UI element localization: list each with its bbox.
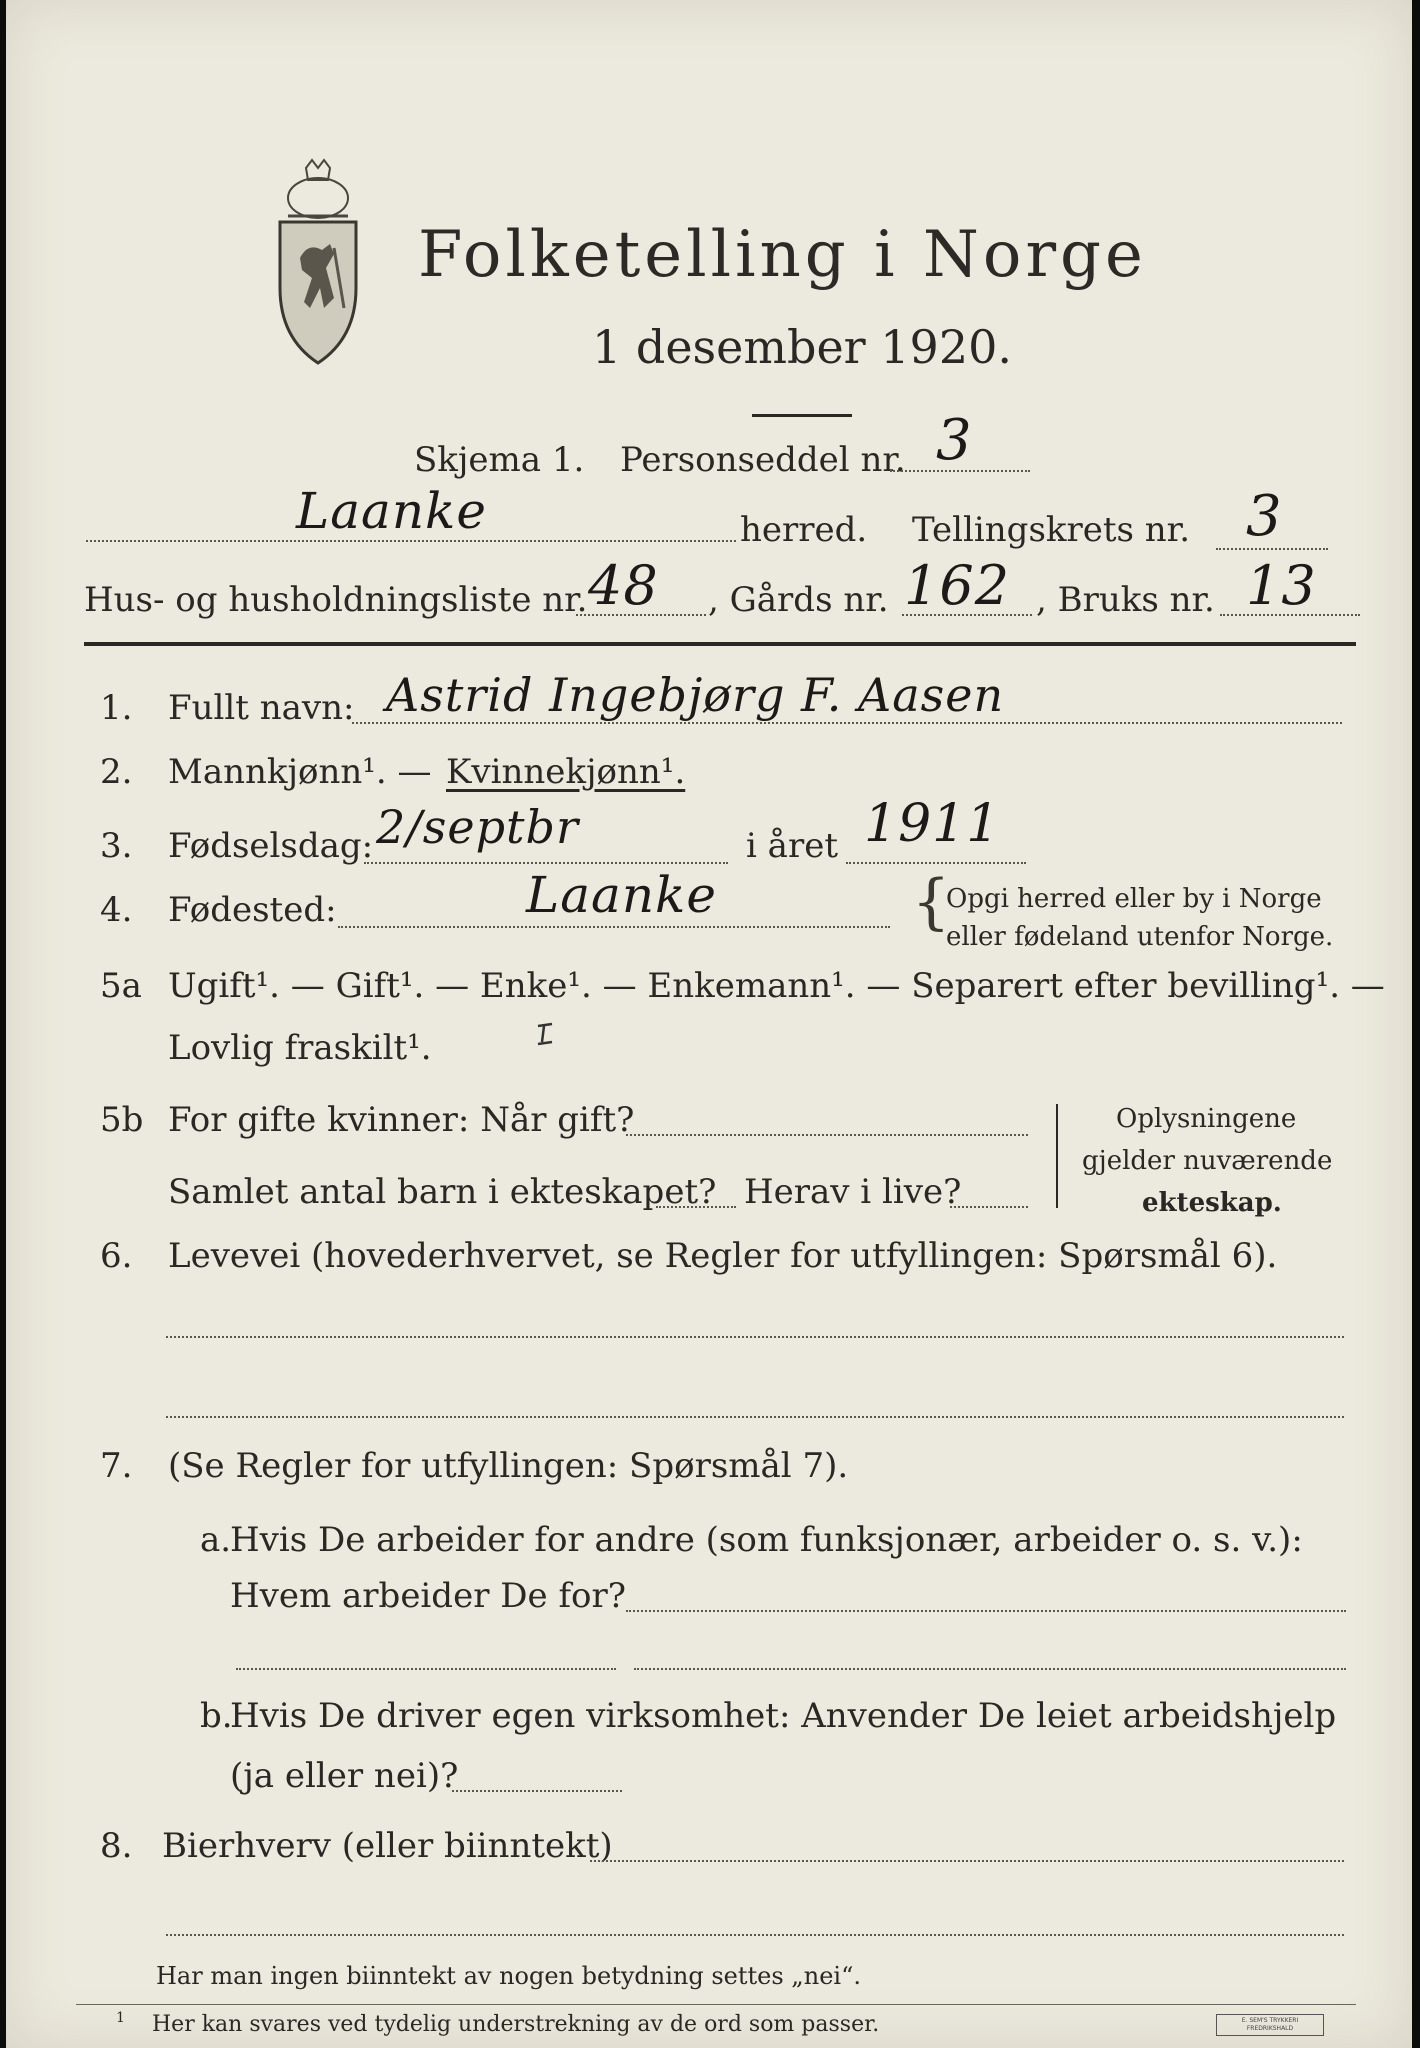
q7-label: (Se Regler for utfyllingen: Spørsmål 7). bbox=[168, 1446, 849, 1486]
q4-label: Fødested: bbox=[168, 890, 337, 930]
q5b-number: 5b bbox=[100, 1100, 144, 1140]
title-divider bbox=[752, 414, 852, 417]
q5a-line2: Lovlig fraskilt¹. bbox=[168, 1028, 432, 1068]
q4-number: 4. bbox=[100, 890, 133, 930]
q7-number: 7. bbox=[100, 1446, 133, 1486]
tellingskrets-label: Tellingskrets nr. bbox=[912, 510, 1191, 550]
hus-label: Hus- og husholdningsliste nr. bbox=[84, 580, 588, 620]
q2-female: Kvinnekjønn¹. bbox=[446, 752, 686, 792]
q7b-line bbox=[452, 1790, 622, 1792]
q2-number: 2. bbox=[100, 752, 133, 792]
q8-line1 bbox=[590, 1860, 1344, 1862]
q5b-line2: Samlet antal barn i ekteskapet? bbox=[168, 1172, 717, 1212]
herred-value: Laanke bbox=[296, 482, 487, 540]
bruks-value: 13 bbox=[1246, 554, 1317, 617]
q4-note-line2: eller fødeland utenfor Norge. bbox=[946, 922, 1334, 952]
census-form-sheet bbox=[6, 0, 1412, 2048]
q5a-line1: Ugift¹. — Gift¹. — Enke¹. — Enkemann¹. — Separert efter bevilling¹. — bbox=[168, 966, 1385, 1006]
birth-year-value: 1911 bbox=[864, 794, 1001, 854]
q1-line bbox=[352, 722, 1342, 724]
bruks-label: , Bruks nr. bbox=[1036, 580, 1215, 620]
q4-note-line1: Opgi herred eller by i Norge bbox=[946, 884, 1322, 914]
q6-label: Levevei (hovederhvervet, se Regler for utfyllingen: Spørsmål 6). bbox=[168, 1236, 1278, 1276]
tellingskrets-value: 3 bbox=[1246, 484, 1283, 549]
q3-year-line bbox=[846, 862, 1026, 864]
q7a-extra-line-left bbox=[236, 1668, 616, 1670]
header-separator bbox=[84, 642, 1356, 646]
q8-number: 8. bbox=[100, 1826, 133, 1866]
q7a-extra-line-right bbox=[634, 1668, 1346, 1670]
personseddel-label: Personseddel nr. bbox=[620, 440, 906, 480]
birthplace-value: Laanke bbox=[526, 866, 717, 924]
q7b-line1: Hvis De driver egen virksomhet: Anvender De leiet arbeidshjelp bbox=[230, 1696, 1337, 1736]
q7a-letter: a. bbox=[200, 1520, 232, 1560]
q5b-note-line3: ekteskap. bbox=[1142, 1188, 1282, 1218]
schema-label: Skjema 1. bbox=[414, 440, 585, 480]
q6-line1 bbox=[166, 1336, 1344, 1338]
q5b-children-line bbox=[656, 1206, 736, 1208]
q2-male: Mannkjønn¹. — bbox=[168, 752, 432, 792]
q4-brace: { bbox=[912, 867, 951, 937]
q7a-employer-line bbox=[626, 1610, 1346, 1612]
q3-date-line bbox=[364, 862, 728, 864]
q5b-alive-line bbox=[950, 1206, 1028, 1208]
gards-value: 162 bbox=[904, 554, 1011, 617]
printer-stamp: E. SEM'S TRYKKERI FREDRIKSHALD bbox=[1216, 2014, 1324, 2036]
q5b-alive-label: Herav i live? bbox=[744, 1172, 962, 1212]
q5b-married-line bbox=[626, 1134, 1028, 1136]
footnote-text: Her kan svares ved tydelig understrekning av de ord som passer. bbox=[152, 2012, 880, 2037]
q5b-note-line2: gjelder nuværende bbox=[1082, 1146, 1333, 1176]
gards-label: , Gårds nr. bbox=[708, 580, 889, 620]
q6-number: 6. bbox=[100, 1236, 133, 1276]
q5b-line1: For gifte kvinner: Når gift? bbox=[168, 1100, 635, 1140]
birthday-value: 2/septbr bbox=[376, 800, 579, 854]
footer-rule bbox=[76, 2004, 1356, 2005]
q7b-line2: (ja eller nei)? bbox=[230, 1756, 459, 1796]
form-title: Folketelling i Norge bbox=[418, 218, 1147, 292]
q4-line bbox=[338, 926, 890, 928]
q5a-number: 5a bbox=[100, 966, 142, 1006]
q5a-mark bbox=[534, 1020, 558, 1050]
q6-line2 bbox=[166, 1416, 1344, 1418]
q5b-note-line1: Oplysningene bbox=[1116, 1104, 1297, 1134]
q7b-letter: b. bbox=[200, 1696, 233, 1736]
hus-value: 48 bbox=[588, 554, 659, 617]
q8-label: Bierhverv (eller biinntekt) bbox=[162, 1826, 613, 1866]
census-date: 1 desember 1920. bbox=[592, 320, 1012, 374]
footnote-mark: 1 bbox=[116, 2010, 125, 2026]
q3-label: Fødselsdag: bbox=[168, 826, 374, 866]
q7a-line2: Hvem arbeider De for? bbox=[230, 1576, 626, 1616]
q1-label: Fullt navn: bbox=[168, 688, 355, 728]
herred-line bbox=[86, 540, 736, 542]
footer-note: Har man ingen biinntekt av nogen betydning settes „nei“. bbox=[156, 1962, 861, 1990]
q7a-line1: Hvis De arbeider for andre (som funksjonær, arbeider o. s. v.): bbox=[230, 1520, 1303, 1560]
full-name-value: Astrid Ingebjørg F. Aasen bbox=[386, 668, 1005, 722]
q3-number: 3. bbox=[100, 826, 133, 866]
q3-year-label: i året bbox=[746, 826, 838, 866]
q8-line2 bbox=[166, 1934, 1344, 1936]
personseddel-value: 3 bbox=[936, 408, 973, 473]
q5b-bracket bbox=[1056, 1104, 1058, 1208]
herred-label: herred. bbox=[740, 510, 868, 550]
coat-of-arms-icon bbox=[268, 158, 368, 368]
q1-number: 1. bbox=[100, 688, 133, 728]
